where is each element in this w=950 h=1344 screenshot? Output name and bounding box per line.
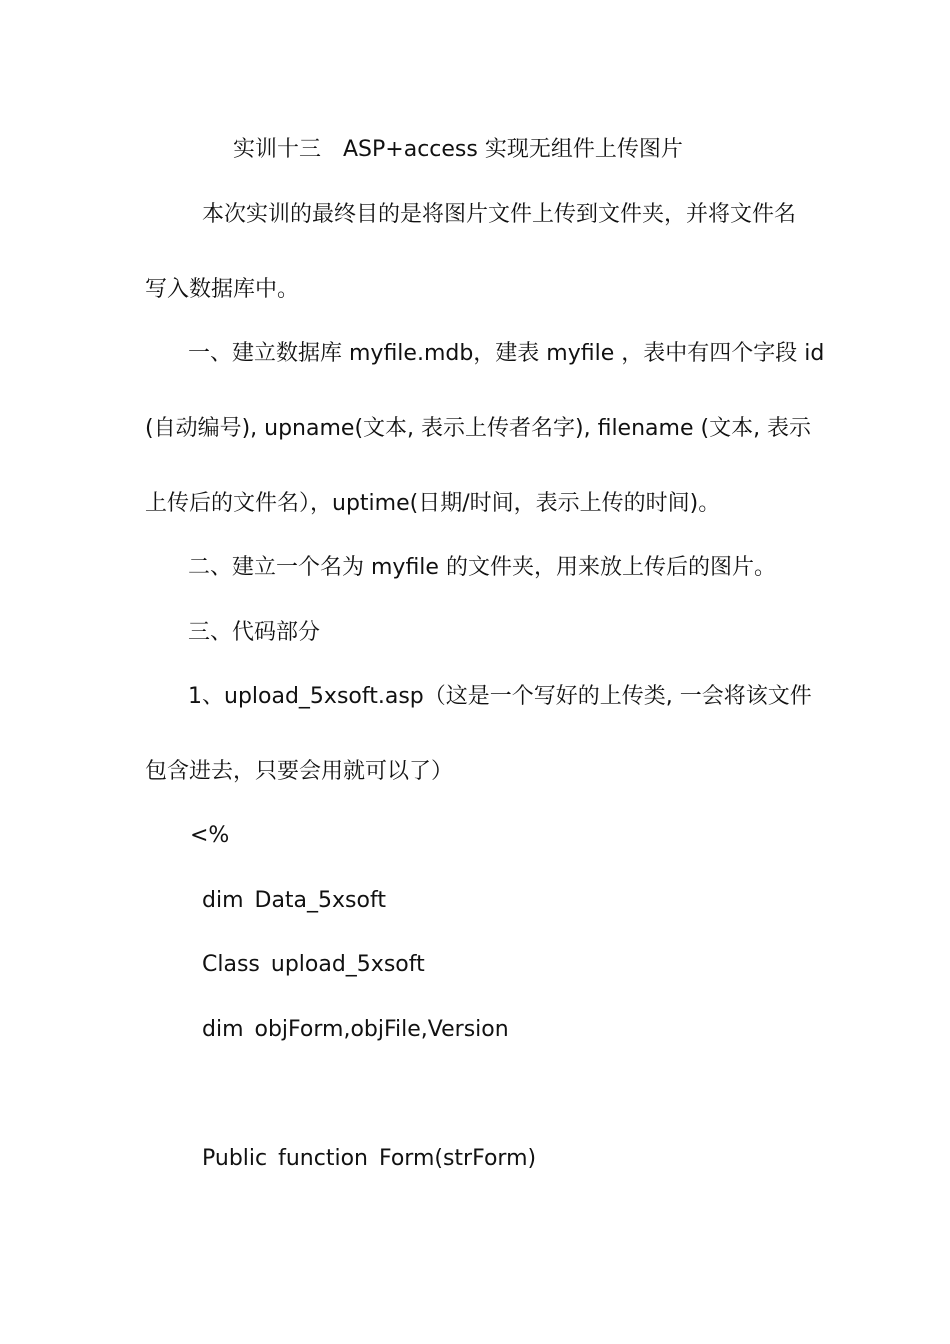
code-line: dim Data_5xsoft	[202, 888, 386, 913]
paragraph-intro-line-2: 写入数据库中。	[145, 277, 300, 302]
code-file-intro-line-1: 1、upload_5xsoft.asp（这是一个写好的上传类, 一会将该文件	[188, 684, 812, 709]
step-one-line-3: 上传后的文件名），uptime(日期/时间，表示上传的时间)。	[145, 491, 721, 516]
document-title: 实训十三 ASP+access 实现无组件上传图片	[233, 137, 683, 162]
step-two: 二、建立一个名为 myfile 的文件夹，用来放上传后的图片。	[188, 555, 776, 580]
paragraph-intro-line-1: 本次实训的最终目的是将图片文件上传到文件夹，并将文件名	[202, 202, 797, 227]
step-three-heading: 三、代码部分	[188, 620, 321, 645]
code-file-intro-line-2: 包含进去，只要会用就可以了）	[145, 759, 454, 784]
code-line: Public function Form(strForm)	[202, 1146, 537, 1171]
step-one-line-2: (自动编号), upname(文本, 表示上传者名字), filename (文本, 表示	[145, 416, 812, 441]
step-one-line-1: 一、建立数据库 myfile.mdb，建表 myfile ，表中有四个字段 id	[188, 341, 825, 366]
code-line: dim objForm,objFile,Version	[202, 1017, 509, 1042]
code-line: <%	[190, 823, 230, 848]
code-line: Class upload_5xsoft	[202, 952, 425, 977]
